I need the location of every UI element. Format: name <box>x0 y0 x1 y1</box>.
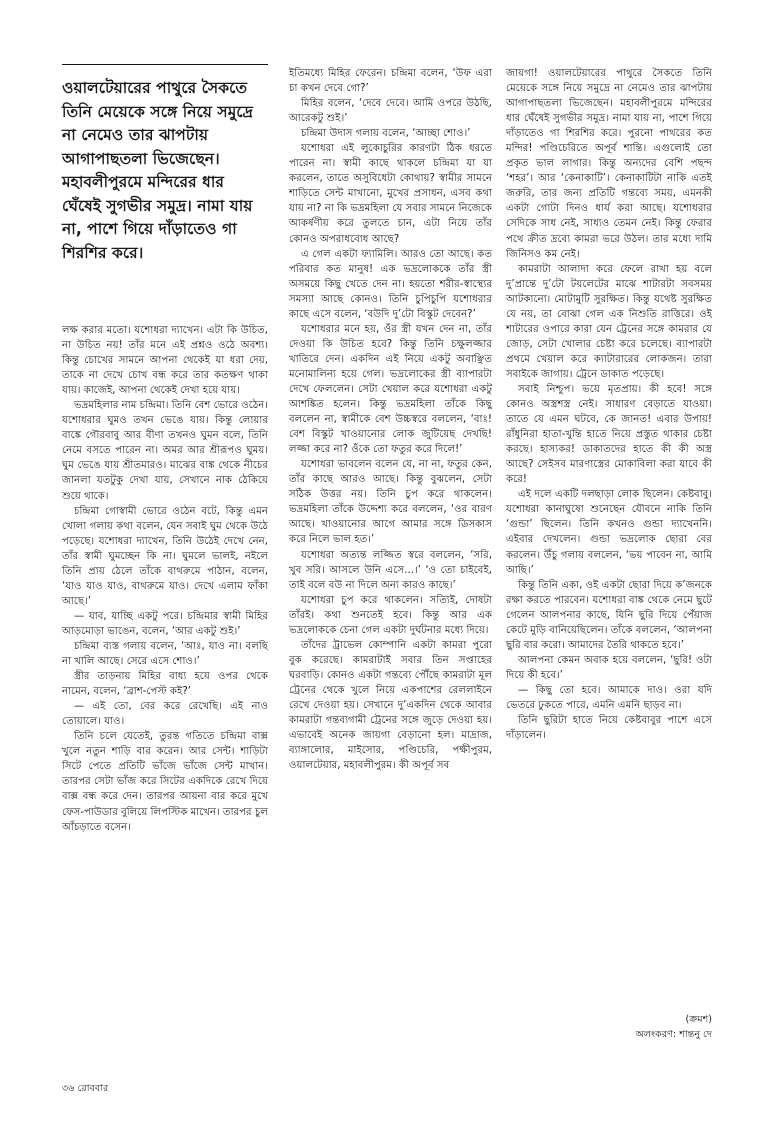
column-1 <box>62 64 268 835</box>
paragraph: স্ত্রীর তাড়নায় মিহির বাধ্য হয়ে ওপর থেকে নামেন, বলেন, ‘ব্রাশ-পেস্ট কই?’ <box>62 671 268 698</box>
column-2 <box>289 66 492 773</box>
paragraph: আলপনা কেমন অবাক হয়ে বললেন, ‘ছুরি! ওটা দিয়ে কী হবে।’ <box>506 654 712 681</box>
continued-note: (ক্রমশ) <box>685 1014 712 1025</box>
paragraph: চন্দ্রিমা ব্যস্ত গলায় বলেন, ‘আঃ, যাও না। বলছি না খালি আছে। সেরে এসে শোও।’ <box>62 640 268 668</box>
paragraph: তিনি ছুরিটা হাতে নিয়ে কেষ্টবাবুর পাশে এসে দাঁড়ালেন। <box>506 715 712 742</box>
paragraph: সবাই নিশ্চুপ। ভয়ে মৃতপ্রায়। কী হবে! সঙ্গে কোনও অস্ত্রশস্ত্র নেই। সাধারণ বেড়াতে যাওয়া। তাতে যে এমন ঘটবে, কে জানত! এবার উপায়! রাঁধুনিরা হাতা-খুন্তি হাতে নিয়ে প্রস্তুত থাকার চেষ্টা করছে। হাস্যকর! ডাকাতদের হাতে কী কী অস্ত্র আছে? সেইসব মারণাস্ত্রের মোকাবিলা করা যাবে কী করে! <box>506 383 712 486</box>
paragraph: চন্দ্রিমা গোস্বামী ভোরে ওঠেন বটে, কিন্তু এমন খোলা গলায় কথা বলেন, যেন সবাই ঘুম থেকে উঠে পড়েছে। যশোধরা দ্যাখেন, তিনি উঠেই দেখে নেন, তাঁর স্বামী ঘুমচ্ছেন কি না। ঘুমলে ভালই, নইলে তিনি প্রায় ঠেলে তাঁকে বাথরুমে পাঠান, বলেন, ‘যাও যাও যাও, বাথরুমে যাও। দেখে এলাম ফাঁকা আছে।’ <box>62 505 268 607</box>
paragraph: এই দলে একটি দলছাড়া লোক ছিলেন। কেষ্টবাবু। যশোধরা কানাঘুষো শুনেছেন যৌবনে নাকি তিনি ‘গুন্ডা’ ছিলেন। তিনি কখনও গুন্ডা দ্যাখেননি। এইবার দেখলেন। গুন্ডা ভদ্রলোক ছোরা বের করলেন। উঁচু গলায় বললেন, ‘ভয় পাবেন না, আমি আছি।’ <box>506 489 712 576</box>
paragraph: এ গেল একটা ফ্যামিলি। আরও তো আছে। কত পরিবার কত মানুষ! এক ভদ্রলোককে তাঁর স্ত্রী অসময়ে কিছু খেতে দেন না। হয়তো শরীর-স্বাস্থ্যের সমস্যা আছে কোনও। তিনি চুপিচুপি যশোধরার কাছে এসে বলেন, ‘বউদি দু’টো বিস্কুট দেবেন?’ <box>289 248 492 320</box>
paragraph: — কিছু তো হবে। আমাকে দাও। ওরা যদি ভেতরে ঢুকতে পারে, এমনি এমনি ছাড়ব না। <box>506 684 712 711</box>
paragraph: কামরাটা আলাদা করে ফেলে রাখা হয় বলে দু’প্রান্তে দু’টো টয়লেটের মাঝে শাটারটা সবসময় আটকানো। মোটামুটি সুরক্ষিত। কিন্তু যথেষ্ট সুরক্ষিত যে নয়, তা বোঝা গেল এক নিশুতি রাত্তিরে। ওই শাটারের ওপারে কারা যেন ট্রেনের সঙ্গে কামরার যে জোড়, সেটা খোলার চেষ্টা করে চলেছে। ব্যাপারটা প্রথমে খেয়াল করে ক্যাটারারের লোকজন। তারা সবাইকে জাগায়। ট্রেনে ডাকাত পড়েছে। <box>506 263 712 380</box>
column-3 <box>506 66 712 743</box>
credit-block <box>506 1012 712 1042</box>
paragraph: লক্ষ করার মতো। যশোধরা দ্যাখেন। এটা কি উচিত, না উচিত নয়! তাঁর মনে এই প্রশ্নও ওঠে অবশ্য। কিন্তু চোখের সামনে আপনা থেকেই যা ধরা দেয়, তাকে না দেখে চোখ বন্ধ করে তার কতক্ষণ থাকা যায়। কাজেই, আপনা থেকেই দেখা হয়ে যায়। <box>62 325 268 397</box>
paragraph: জায়গা! ওয়ালটেয়ারের পাথুরে সৈকতে তিনি মেয়েকে সঙ্গে নিয়ে সমুদ্রে না নেমেও তার ঝাপটায় আগাপাছতলা ভিজেছেন। মহাবলীপুরমে মন্দিরের ধার ঘেঁষেই সুগভীর সমুদ্র। নামা যায় না, পাশে গিয়ে দাঁড়াতেও গা শিরশির করে। পুরনো পাথরের কত মন্দির! পণ্ডিচেরিতে অপূর্ব শান্তি। এগুলোই তো প্রকৃত ভাল লাগার। কিন্তু অন্যদের বেশি পছন্দ ‘শহর’। আর ‘কেনাকাটি’। কেনাকাটিটা নাকি এতই জরুরি, তার জন্য প্রতিটি গন্তব্যে সময়, এমনকী একটা গোটা দিনও ধার্য করা আছে। যশোধরার সেদিকে সাধ নেই, সাধ্যও তেমন নেই। কিন্তু ফেরার পথে ক্রীত দ্রব্যে কামরা ভরে উঠল। তার মধ্যে দামি জিনিসও কম নেই। <box>506 68 712 260</box>
pull-quote: ওয়ালটেয়ারের পাথুরে সৈকতে তিনি মেয়েকে সঙ্গে নিয়ে সমুদ্রে না নেমেও তার ঝাপটায় আগাপাছতলা ভিজেছেন। মহাবলীপুরমে মন্দিরের ধার ঘেঁষেই সুগভীর সমুদ্র। নামা যায় না, পাশে গিয়ে দাঁড়াতেও গা শিরশির করে। <box>62 79 253 262</box>
paragraph: তিনি চলে যেতেই, তুরন্ত গতিতে চন্দ্রিমা বাক্স খুলে নতুন শাড়ি বার করেন। আর সেন্ট। শাড়িটা সিটে পেতে প্রতিটি ভাঁজে ভাঁজে সেন্ট মাখান। তারপর সেটা ভাঁজ করে সিটের একদিকে রেখে দিয়ে বাক্স বন্ধ করে দেন। তারপর আয়না বার করে মুখে ফেস-পাউডার বুলিয়ে লিপস্টিক মাখেন। তারপর চুল আঁচড়াতে বসেন। <box>62 731 268 833</box>
paragraph: যশোধরা চুপ করে থাকলেন। সত্যিই, দোষটা তাঁরই। কথা শুনতেই হবে। কিন্তু আর এক ভদ্রলোককে চেনা গেল একটা দুর্ঘটনার মধ্যে দিয়ে। <box>289 594 492 636</box>
paragraph: যশোধরা এই লুকোচুরির কারণটা ঠিক ধরতে পারেন না। স্বামী কাছে থাকলে চন্দ্রিমা যা যা করলেন, তাতে অসুবিধেটা কোথায়? স্বামীর সামনে শাড়িতে সেন্ট মাখানো, মুখের প্রসাধন, এসব কথা যায় না? না কি ভদ্রমহিলা যে সবার সামনে নিজেকে আকর্ষণীয় করে তুলতে চান, এটা নিয়ে তাঁর কোনও অপরাধবোধ আছে? <box>289 143 492 245</box>
pull-quote-rule <box>62 64 268 65</box>
paragraph: যশোধরা অত্যন্ত লজ্জিত স্বরে বললেন, ‘সরি, খুব সরি। আসলে উনি এসে...।’ ‘ও তো চাইবেই, তাই বলে বউ না দিলে অন্য কারও কাছে।’ <box>289 549 492 591</box>
paragraph: — যাব, যাচ্ছি একটু পরে। চন্দ্রিমার স্বামী মিহির আড়মোড়া ভাঙেন, বলেন, ‘আর একটু শুই।’ <box>62 610 268 637</box>
paragraph: যশোধরার মনে হয়, ওঁর স্ত্রী যখন দেন না, তাঁর দেওয়া কি উচিত হবে? কিন্তু তিনি চক্ষুলজ্জার খাতিরে দেন। একদিন এই নিয়ে একটু অবাঞ্ছিত মনোমালিন্য হয়ে গেল। ভদ্রলোকের স্ত্রী ব্যাপারটা দেখে ফেললেন। সেটা খেয়াল করে যশোধরা একটু আশঙ্কিত হলেন। কিন্তু ভদ্রমহিলা তাঁকে কিছু বললেন না, স্বামীকে বেশ উচ্চস্বরে বললেন, ‘বাঃ! বেশ বিস্কুট খাওয়ানোর লোক জুটিয়েছ দেখছি! লজ্জা করে না? ওঁকে তো ফতুর করে দিলে!’ <box>289 323 492 456</box>
page-footer: ৩৬ রোববার <box>62 1083 109 1094</box>
paragraph: কিন্তু তিনি একা, ওই একটা ছোরা দিয়ে ক’জনকে রক্ষা করতে পারবেন। যশোধরা বাঙ্ক থেকে নেমে ছুটে গেলেন আলপনার কাছে, যিনি ছুরি দিয়ে পেঁয়াজ কেটে মুড়ি বানিয়েছিলেন। তাঁকে বললেন, ‘আলপনা ছুরি বার করো। আমাদের তৈরি থাকতে হবে।’ <box>506 579 712 651</box>
column-1-body <box>62 323 268 835</box>
paragraph: — এই তো, বের করে রেখেছি। এই নাও তোয়ালে। যাও। <box>62 701 268 728</box>
paragraph: মিহির বলেন, ‘দেবে দেবে। আমি ওপরে উঠছি, আরেকটু শুই।’ <box>289 98 492 125</box>
illustration-credit: অলংকরণ: শান্তনু দে <box>635 1029 712 1040</box>
paragraph: ইতিমধ্যে মিহির ফেরেন। চন্দ্রিমা বলেন, ‘উফ এরা চা কখন দেবে গো?’ <box>289 68 492 95</box>
paragraph: ভদ্রমহিলার নাম চন্দ্রিমা। তিনি বেশ ভোরে ওঠেন। যশোধরার ঘুমও তখন ভেঙে যায়। কিন্তু লোয়ার বাঙ্কে গৌরবাবু আর বীণা তখনও ঘুমন বলে, তিনি নেমে বসতে পারেন না। অমর আর শ্রীরূপও ঘুময়। ঘুম ভেঙে যায় শ্রীতমারও। মাঝের বাঙ্ক থেকে নীচের জানলা যতটুকু দেখা যায়, সেখানে নাক ঠেকিয়ে শুয়ে থাকে। <box>62 400 268 502</box>
paragraph: যশোধরা ভাবলেন বলেন যে, না না, ফতুর কেন, তাঁর কাছে আরও আছে। কিন্তু বুঝলেন, সেটা সঠিক উত্তর নয়। তিনি চুপ করে থাকলেন। ভদ্রমহিলা তাঁকে উদ্দেশ্য করে বললেন, ‘ওর বারণ আছে। খাওয়ানোর আগে আমার সঙ্গে ডিসকাস করে নিলে ভাল হত।’ <box>289 459 492 546</box>
paragraph: চন্দ্রিমা উদাস গলায় বলেন, ‘আচ্ছা শোও।’ <box>301 128 471 140</box>
paragraph: তাঁদের ট্রাভেল কোম্পানি একটা কামরা পুরো বুক করেছে। কামরাটাই সবার তিন সপ্তাহের ঘরবাড়ি। কোনও একটা গন্তব্যে পৌঁছে কামরাটা মূল ট্রেনের থেকে খুলে নিয়ে একপাশের রেললাইনে রেখে দেওয়া হয়। সেখানে দু’একদিন থেকে আবার কামরাটা গন্তব্যগামী ট্রেনের সঙ্গে জুড়ে দেওয়া হয়। এভাবেই অনেক জায়গা বেড়ানো হল। মাদ্রাজ, ব্যাঙ্গালোর, মাইসোর, পণ্ডিচেরি, পক্ষীপুরম, ওয়ালটেয়ার, মহাবলীপুরম। কী অপূর্ব সব <box>289 639 492 772</box>
